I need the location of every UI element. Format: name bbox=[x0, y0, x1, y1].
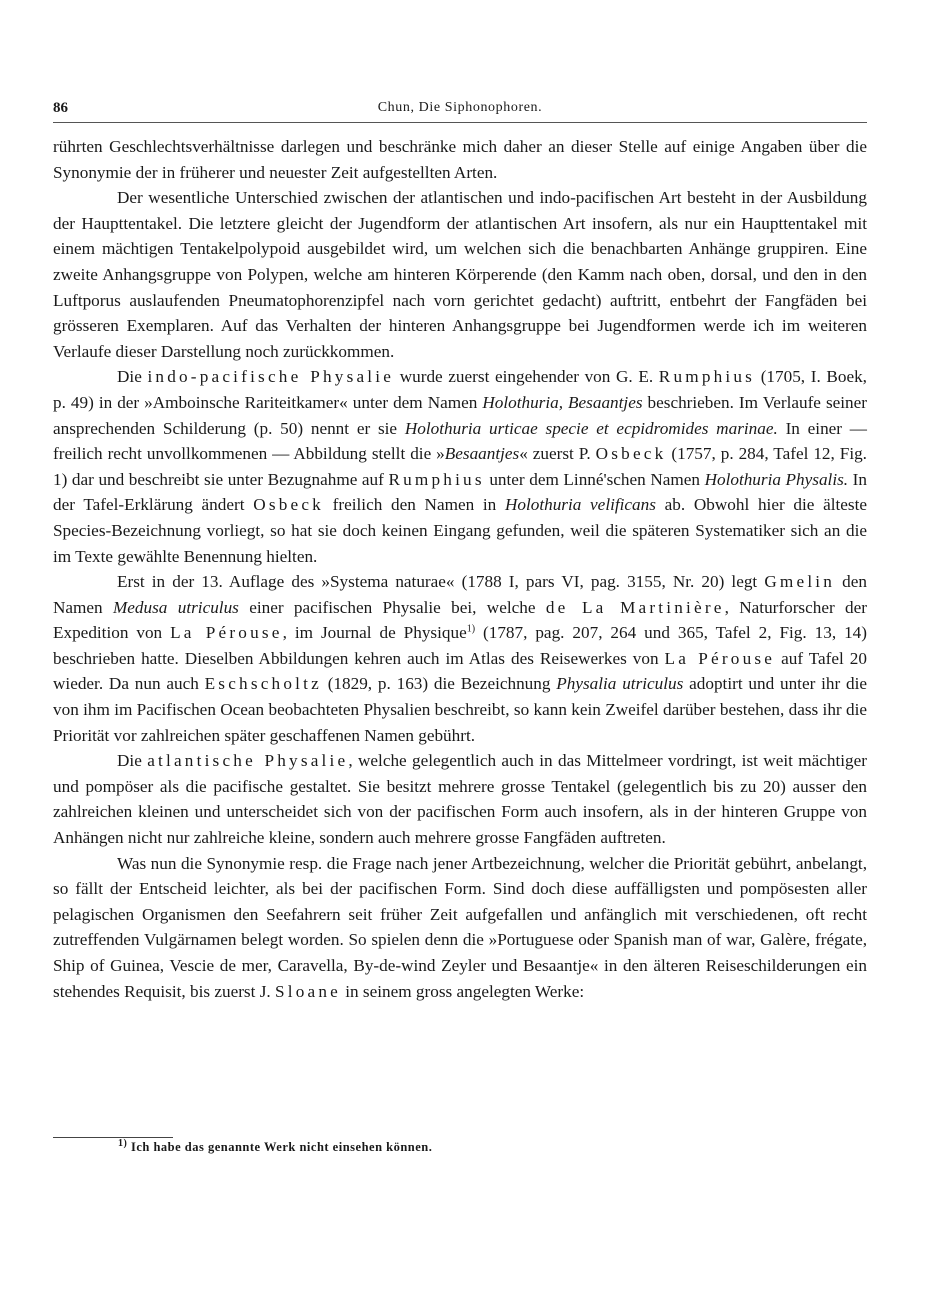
footnote bbox=[118, 1137, 433, 1155]
taxon-name: Holothuria urticae specie et ecpidromides marinae. bbox=[404, 418, 778, 438]
text-span: , im Journal de Physique bbox=[282, 623, 467, 643]
author-name: Osbeck bbox=[595, 444, 667, 464]
spaced-term: indo-pacifische Physalie bbox=[147, 367, 395, 387]
author-name: de La Martinière bbox=[545, 597, 725, 617]
paragraph-species-difference: Der wesentliche Unterschied zwischen der atlantischen und indo-pacifischen Art besteht in der Ausbildung der Haupttentakel. Die letztere gleicht der Jugendform der atlantischen Art insofern, als nur ein Haupttentakel mit einem mächtigen Tentakelpolypoid ausgebildet wird, um welchen sich die benachbarten Anhänge gruppiren. Eine zweite Anhangsgruppe von Polypen, welche am hinteren Körperende (den Kamm nach oben, dorsal, und den in den Luftporus auslaufenden Pneumatophorenzipfel nach vorn gerichtet gedacht) auftritt, entbehrt der Fangfäden bei grösseren Exemplaren. Auf das Verhalten der hinteren Anhangsgruppe bei Jugendformen werde ich im weiteren Verlaufe dieser Darstellung noch zurückkommen. bbox=[53, 188, 867, 361]
text-span: In der Tafel-Erklärung ändert bbox=[53, 469, 867, 515]
text-span: « zuerst P. bbox=[519, 444, 596, 464]
author-name: La Pérouse bbox=[170, 623, 283, 643]
text-span: wurde zuerst eingehender von G. E. bbox=[394, 367, 659, 387]
text-span: auf Tafel 20 wieder. Da nun auch bbox=[53, 648, 867, 694]
taxon-name: Physalia utriculus bbox=[556, 674, 684, 694]
header-rule bbox=[53, 122, 867, 123]
author-name: Osbeck bbox=[253, 495, 324, 515]
author-name: Rumphius bbox=[658, 367, 756, 387]
text-span: den Namen bbox=[53, 572, 867, 617]
footnote-rule bbox=[53, 1137, 173, 1138]
paragraph-gmelin bbox=[53, 569, 867, 748]
text-span: In einer — freilich recht unvollkommenen — Abbildung stellt die » bbox=[53, 418, 867, 464]
spaced-term: atlantische Physalie bbox=[147, 751, 349, 771]
footnote-text: Ich habe das genannte Werk nicht einsehen können. bbox=[127, 1140, 433, 1154]
footnote-reference: 1) bbox=[466, 623, 476, 635]
text-span: Erst in der 13. Auflage des »Systema naturae« (1788 I, pars VI, pag. 3155, Nr. 20) legt bbox=[117, 572, 765, 592]
text-span: adoptirt und unter ihr die von ihm im Pacifischen Ocean beobachteten Physalien beschreibt, so kann kein Zweifel darüber bestehen, dass ihr die Priorität vor zahlreichen später geschaffenen Namen gebührt. bbox=[53, 674, 867, 745]
text-span: in seinem gross angelegten Werke: bbox=[340, 981, 585, 1001]
taxon-name: Medusa utriculus bbox=[112, 597, 239, 617]
text-span: (1787, pag. 207, 264 und 365, Tafel 2, Fig. 13, 14) beschrieben hatte. Dieselben Abbildungen kehren auch im Atlas des Reisewerkes von bbox=[53, 623, 867, 668]
text-span: einer pacifischen Physalie bei, welche bbox=[238, 597, 546, 617]
author-name: La Pérouse bbox=[664, 648, 776, 668]
taxon-name: Holothuria velificans bbox=[504, 495, 656, 515]
text-span: ab. Obwohl hier die älteste Species-Bezeichnung vorliegt, so hat sie doch keinen Eingang gefunden, weil die späteren Systematiker sich an die im Texte gewählte Benennung hielten. bbox=[53, 495, 867, 566]
paragraph-indo-pacific-physalia bbox=[53, 364, 867, 569]
page-header bbox=[53, 100, 867, 122]
paragraph-continuation: rührten Geschlechtsverhältnisse darlegen und beschränke mich daher an dieser Stelle auf einige Angaben über die Synonymie der in früherer und neuester Zeit aufgestellten Arten. bbox=[53, 137, 867, 182]
text-span: beschrieben. Im Verlaufe seiner ansprechenden Schilderung (p. 50) nennt er sie bbox=[53, 392, 867, 438]
text-span: freilich den Namen in bbox=[323, 495, 505, 515]
text-span: (1829, p. 163) die Bezeichnung bbox=[321, 674, 557, 694]
text-span: (1757, p. 284, Tafel 12, Fig. 1) dar und beschreibt sie unter Bezugnahme auf bbox=[53, 444, 867, 489]
running-title: Chun, Die Siphonophoren. bbox=[377, 100, 543, 115]
text-span: , Naturforscher der Expedition von bbox=[53, 597, 867, 643]
text-span: Die bbox=[117, 751, 148, 771]
page-number: 86 bbox=[53, 100, 68, 116]
paragraph-atlantic-physalia bbox=[53, 748, 867, 850]
paragraph-synonymy bbox=[53, 851, 867, 1005]
author-name: Gmelin bbox=[764, 572, 836, 592]
author-name: Rumphius bbox=[388, 469, 485, 489]
taxon-name: Holothuria Physalis. bbox=[704, 469, 849, 489]
text-span: unter dem Linné'schen Namen bbox=[484, 469, 705, 489]
body-text bbox=[53, 134, 867, 1004]
author-name: Sloane bbox=[274, 981, 341, 1001]
footnote-marker: 1) bbox=[118, 1137, 128, 1149]
text-span: (1705, I. Boek, p. 49) in der »Amboinsche Rariteitkamer« unter dem Namen bbox=[53, 367, 867, 412]
text-span: Die bbox=[117, 367, 148, 387]
taxon-name: Holothuria, Besaantjes bbox=[482, 392, 643, 412]
author-name: Eschscholtz bbox=[204, 674, 322, 694]
taxon-name: Besaantjes bbox=[444, 444, 520, 464]
text-span: Was nun die Synonymie resp. die Frage nach jener Artbezeichnung, welcher die Priorität gebührt, anbelangt, so fällt der Entscheid leichter, als bei der pacifischen Form. Sind doch diese auffälligsten und pompösesten aller pelagischen Organismen den Seefahrern seit früher Zeit aufgefallen und anfänglich mit verschiedenen, oft recht zutreffenden Vulgärnamen belegt worden. So spielen denn die »Portuguese oder Spanish man of war, Galère, frégate, Ship of Guinea, Vescie de mer, Caravella, By-de-wind Zeyler und Besaantje« in den älteren Reiseschilderungen ein stehendes Requisit, bis zuerst J. bbox=[53, 853, 867, 1001]
text-span: , welche gelegentlich auch in das Mittelmeer vordringt, ist weit mächtiger und pompöser als die pacifische gestaltet. Sie besitzt mehrere grosse Tentakel (gelegentlich bis zu 20) ausser den zahlreichen kleinen und unterscheidet sich von der pacifischen Form auch insofern, als in der hinteren Gruppe von Anhängen nicht nur zahlreiche kleine, sondern auch mehrere grosse Fangfäden auftreten. bbox=[53, 751, 867, 848]
